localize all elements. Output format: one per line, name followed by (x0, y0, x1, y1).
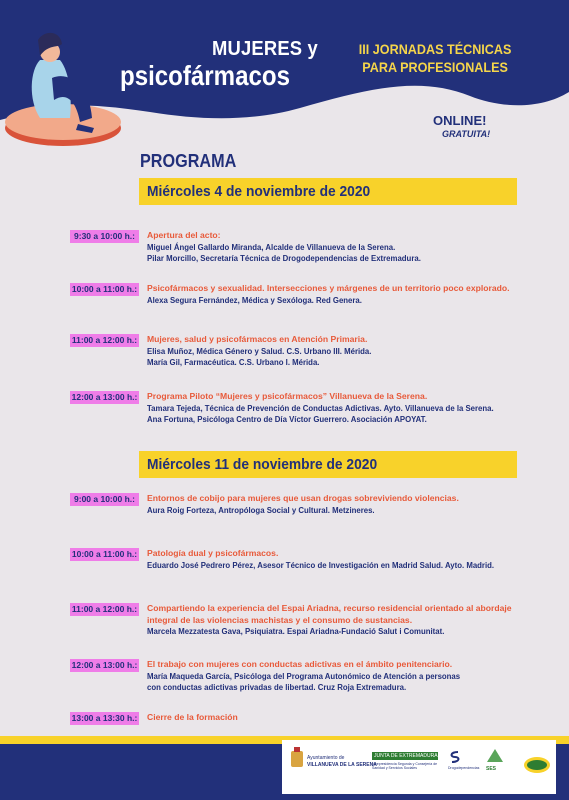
session-speakers (147, 346, 540, 368)
speaker-line: Pilar Morcillo, Secretaría Técnica de Drogodependencias de Extremadura. (147, 253, 421, 263)
speaker-line: Elisa Muñoz, Médica Género y Salud. C.S. Urbano III. Mérida. (147, 346, 372, 356)
speaker-line: María Gil, Farmacéutica. C.S. Urbano I. Mérida. (147, 357, 320, 367)
speaker-line: Eduardo José Pedrero Pérez, Asesor Técnico de Investigación en Madrid Salud. Ayto. Madrid. (147, 560, 495, 570)
speaker-line: Aura Roig Forteza, Antropóloga Social y Cultural. Metzineres. (147, 505, 375, 515)
logo-junta (372, 752, 438, 770)
speaker-line: Ana Fortuna, Psicóloga Centro de Día Víctor Guerrero. Asociación APOYAT. (147, 414, 427, 424)
session-title: Programa Piloto “Mujeres y psicofármacos” Villanueva de la Serena. (147, 391, 428, 401)
speaker-line: Marcela Mezzatesta Gava, Psiquiatra. Espai Ariadna-Fundació Salut i Comunitat. (147, 627, 445, 636)
programa-heading: PROGRAMA (140, 151, 237, 171)
session-time-badge: 10:00 a 11:00 h.: (71, 549, 138, 559)
session-time-badge: 9:30 a 10:00 h.: (70, 230, 139, 243)
session-title: Entornos de cobijo para mujeres que usan drogas sobreviviendo violencias. (147, 493, 459, 503)
speaker-line: María Maqueda García, Psicóloga del Programa Autonómico de Atención a personas (147, 671, 461, 681)
session-speakers (147, 403, 540, 425)
woman-illustration (0, 0, 130, 160)
session-speakers (147, 242, 540, 264)
logo2-line1: JUNTA DE EXTREMADURA (374, 753, 438, 759)
title-line2: psicofármacos (120, 60, 290, 91)
speaker-line: Alexa Segura Fernández, Médica y Sexóloga. Red Genera. (147, 295, 362, 305)
speaker-line: Tamara Tejeda, Técnica de Prevención de Conductas Adictivas. Ayto. Villanueva de la Serena. (147, 403, 494, 413)
logo1-line2: VILLANUEVA DE LA SERENA (307, 762, 377, 768)
logo2-line2: Vicepresidencia Segunda y Consejería de Sanidad y Servicios Sociales (372, 762, 438, 770)
logo3-text: Drogodependencias (448, 766, 480, 770)
speaker-line: con conductas adictivas privadas de libertad. Cruz Roja Extremadura. (147, 682, 407, 692)
session-title: Apertura del acto: (147, 230, 221, 240)
session-speakers (147, 295, 540, 306)
logo-ses (486, 748, 516, 772)
session-title: Mujeres, salud y psicofármacos en Atención Primaria. (147, 334, 368, 344)
event-subtitle (355, 40, 515, 76)
session-speakers (147, 626, 540, 637)
logo1-line1: Ayuntamiento de (307, 755, 345, 761)
session-title: Cierre de la formación (147, 712, 238, 722)
day-label: Miércoles 11 de noviembre de 2020 (147, 456, 378, 473)
session-time-badge: 13:00 a 13:30 h.: (71, 713, 138, 723)
day-label: Miércoles 4 de noviembre de 2020 (147, 183, 371, 200)
health-logo-icon (486, 748, 504, 764)
logo4-text: SES (486, 766, 497, 772)
session-title: El trabajo con mujeres con conductas adictivas en el ámbito penitenciario. (147, 659, 453, 669)
logo-drogodependencias (448, 750, 478, 770)
session-time-badge: 12:00 a 13:00 h.: (71, 660, 138, 670)
coat-of-arms-icon (290, 747, 304, 769)
stylized-s-icon (448, 750, 462, 764)
session-speakers (147, 505, 540, 516)
session-time-badge: 11:00 a 12:00 h.: (71, 604, 138, 614)
session-time-badge: 11:00 a 12:00 h.: (71, 335, 138, 345)
subtitle-line1: III JORNADAS TÉCNICAS (358, 41, 512, 57)
extremadura-map-icon (522, 755, 552, 775)
session-title: Compartiendo la experiencia del Espai Ariadna, recurso residencial orientado al abordaje integral de las violencias machistas y el consumo de sustancias. (147, 603, 512, 625)
session-time-badge: 10:00 a 11:00 h.: (71, 284, 138, 294)
day-banner-2 (139, 451, 517, 478)
online-label: ONLINE! (433, 113, 487, 128)
title-line1: MUJERES y (212, 38, 318, 60)
subtitle-line2: PARA PROFESIONALES (362, 59, 508, 75)
session-time-badge: 12:00 a 13:00 h.: (71, 392, 138, 402)
speaker-line: Miguel Ángel Gallardo Miranda, Alcalde de Villanueva de la Serena. (147, 242, 396, 252)
session-time-badge: 9:00 a 10:00 h.: (70, 493, 139, 506)
session-speakers (147, 671, 540, 693)
footer-background (0, 736, 569, 800)
free-label: GRATUITA! (442, 129, 491, 139)
session-title: Patología dual y psicofármacos. (147, 548, 279, 558)
day-banner-1 (139, 178, 517, 205)
session-title: Psicofármacos y sexualidad. Intersecciones y márgenes de un territorio poco explorado. (147, 283, 510, 293)
session-speakers (147, 560, 540, 571)
